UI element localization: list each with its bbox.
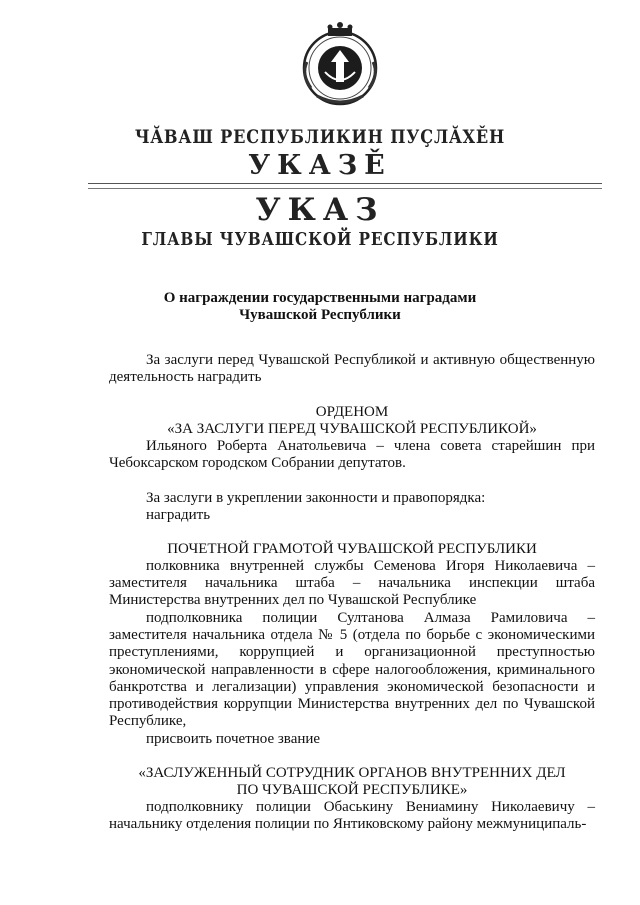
- recipient-obaskin: подполковнику полиции Обаськину Вениамину Николаевичу – начальнику отделения полиции по Янтиковскому району межмуниципаль-: [109, 799, 595, 833]
- head-of-republic-line: ГЛАВЫ ЧУВАШСКОЙ РЕСПУБЛИКИ: [141, 229, 499, 250]
- intro-paragraph: За заслуги перед Чувашской Республикой и активную общественную деятельность наградить: [109, 352, 595, 386]
- chuvash-header-line: ЧĂВАШ РЕСПУБЛИКИН ПУÇЛĂХĚН: [134, 126, 506, 148]
- recipient-semenov: полковника внутренней службы Семенова Игоря Николаевича – заместителя начальника штаба – начальника инспекции штаба Министерства внутренних дел по Чувашской Республике: [109, 558, 595, 609]
- recipient-sultanov: подполковника полиции Султанова Алмаза Рамиловича – заместителя начальника отдела № 5 (отдела по борьбе с экономическими преступлениями, коррупцией и организационной преступностью экономической направленности в сфере налогообложения, криминального банкротства и легализации) управления экономической безопасности и противодействия коррупции Министерства внутренних дел по Чувашской Республике,: [109, 610, 595, 730]
- order-label: ОРДЕНОМ: [315, 404, 389, 420]
- decree-title: [0, 290, 640, 324]
- header-divider-thin: [88, 188, 602, 189]
- decree-title-line-2: Чувашской Республики: [239, 307, 401, 324]
- order-recipient: Ильяного Роберта Анатольевича – члена совета старейшин при Чебоксарском городском Собрании депутатов.: [109, 438, 595, 472]
- assign-title-line: присвоить почетное звание: [146, 731, 321, 747]
- chuvash-ukaz-heading: УКАЗĚ: [248, 150, 392, 181]
- award-verb: наградить: [146, 507, 211, 523]
- header-divider: [88, 183, 602, 184]
- ukaz-heading: УКАЗ: [255, 192, 385, 228]
- honorary-title-line-1: «ЗАСЛУЖЕННЫЙ СОТРУДНИК ОРГАНОВ ВНУТРЕННИХ ДЕЛ: [138, 765, 566, 781]
- law-order-line: За заслуги в укреплении законности и правопорядка:: [146, 490, 486, 506]
- coat-of-arms-icon: [297, 22, 383, 108]
- honorary-title-line-2: ПО ЧУВАШСКОЙ РЕСПУБЛИКЕ»: [236, 782, 468, 798]
- order-name: «ЗА ЗАСЛУГИ ПЕРЕД ЧУВАШСКОЙ РЕСПУБЛИКОЙ»: [167, 421, 537, 437]
- gramota-heading: ПОЧЕТНОЙ ГРАМОТОЙ ЧУВАШСКОЙ РЕСПУБЛИКИ: [167, 541, 537, 557]
- decree-title-line-1: О награждении государственными наградами: [163, 290, 477, 306]
